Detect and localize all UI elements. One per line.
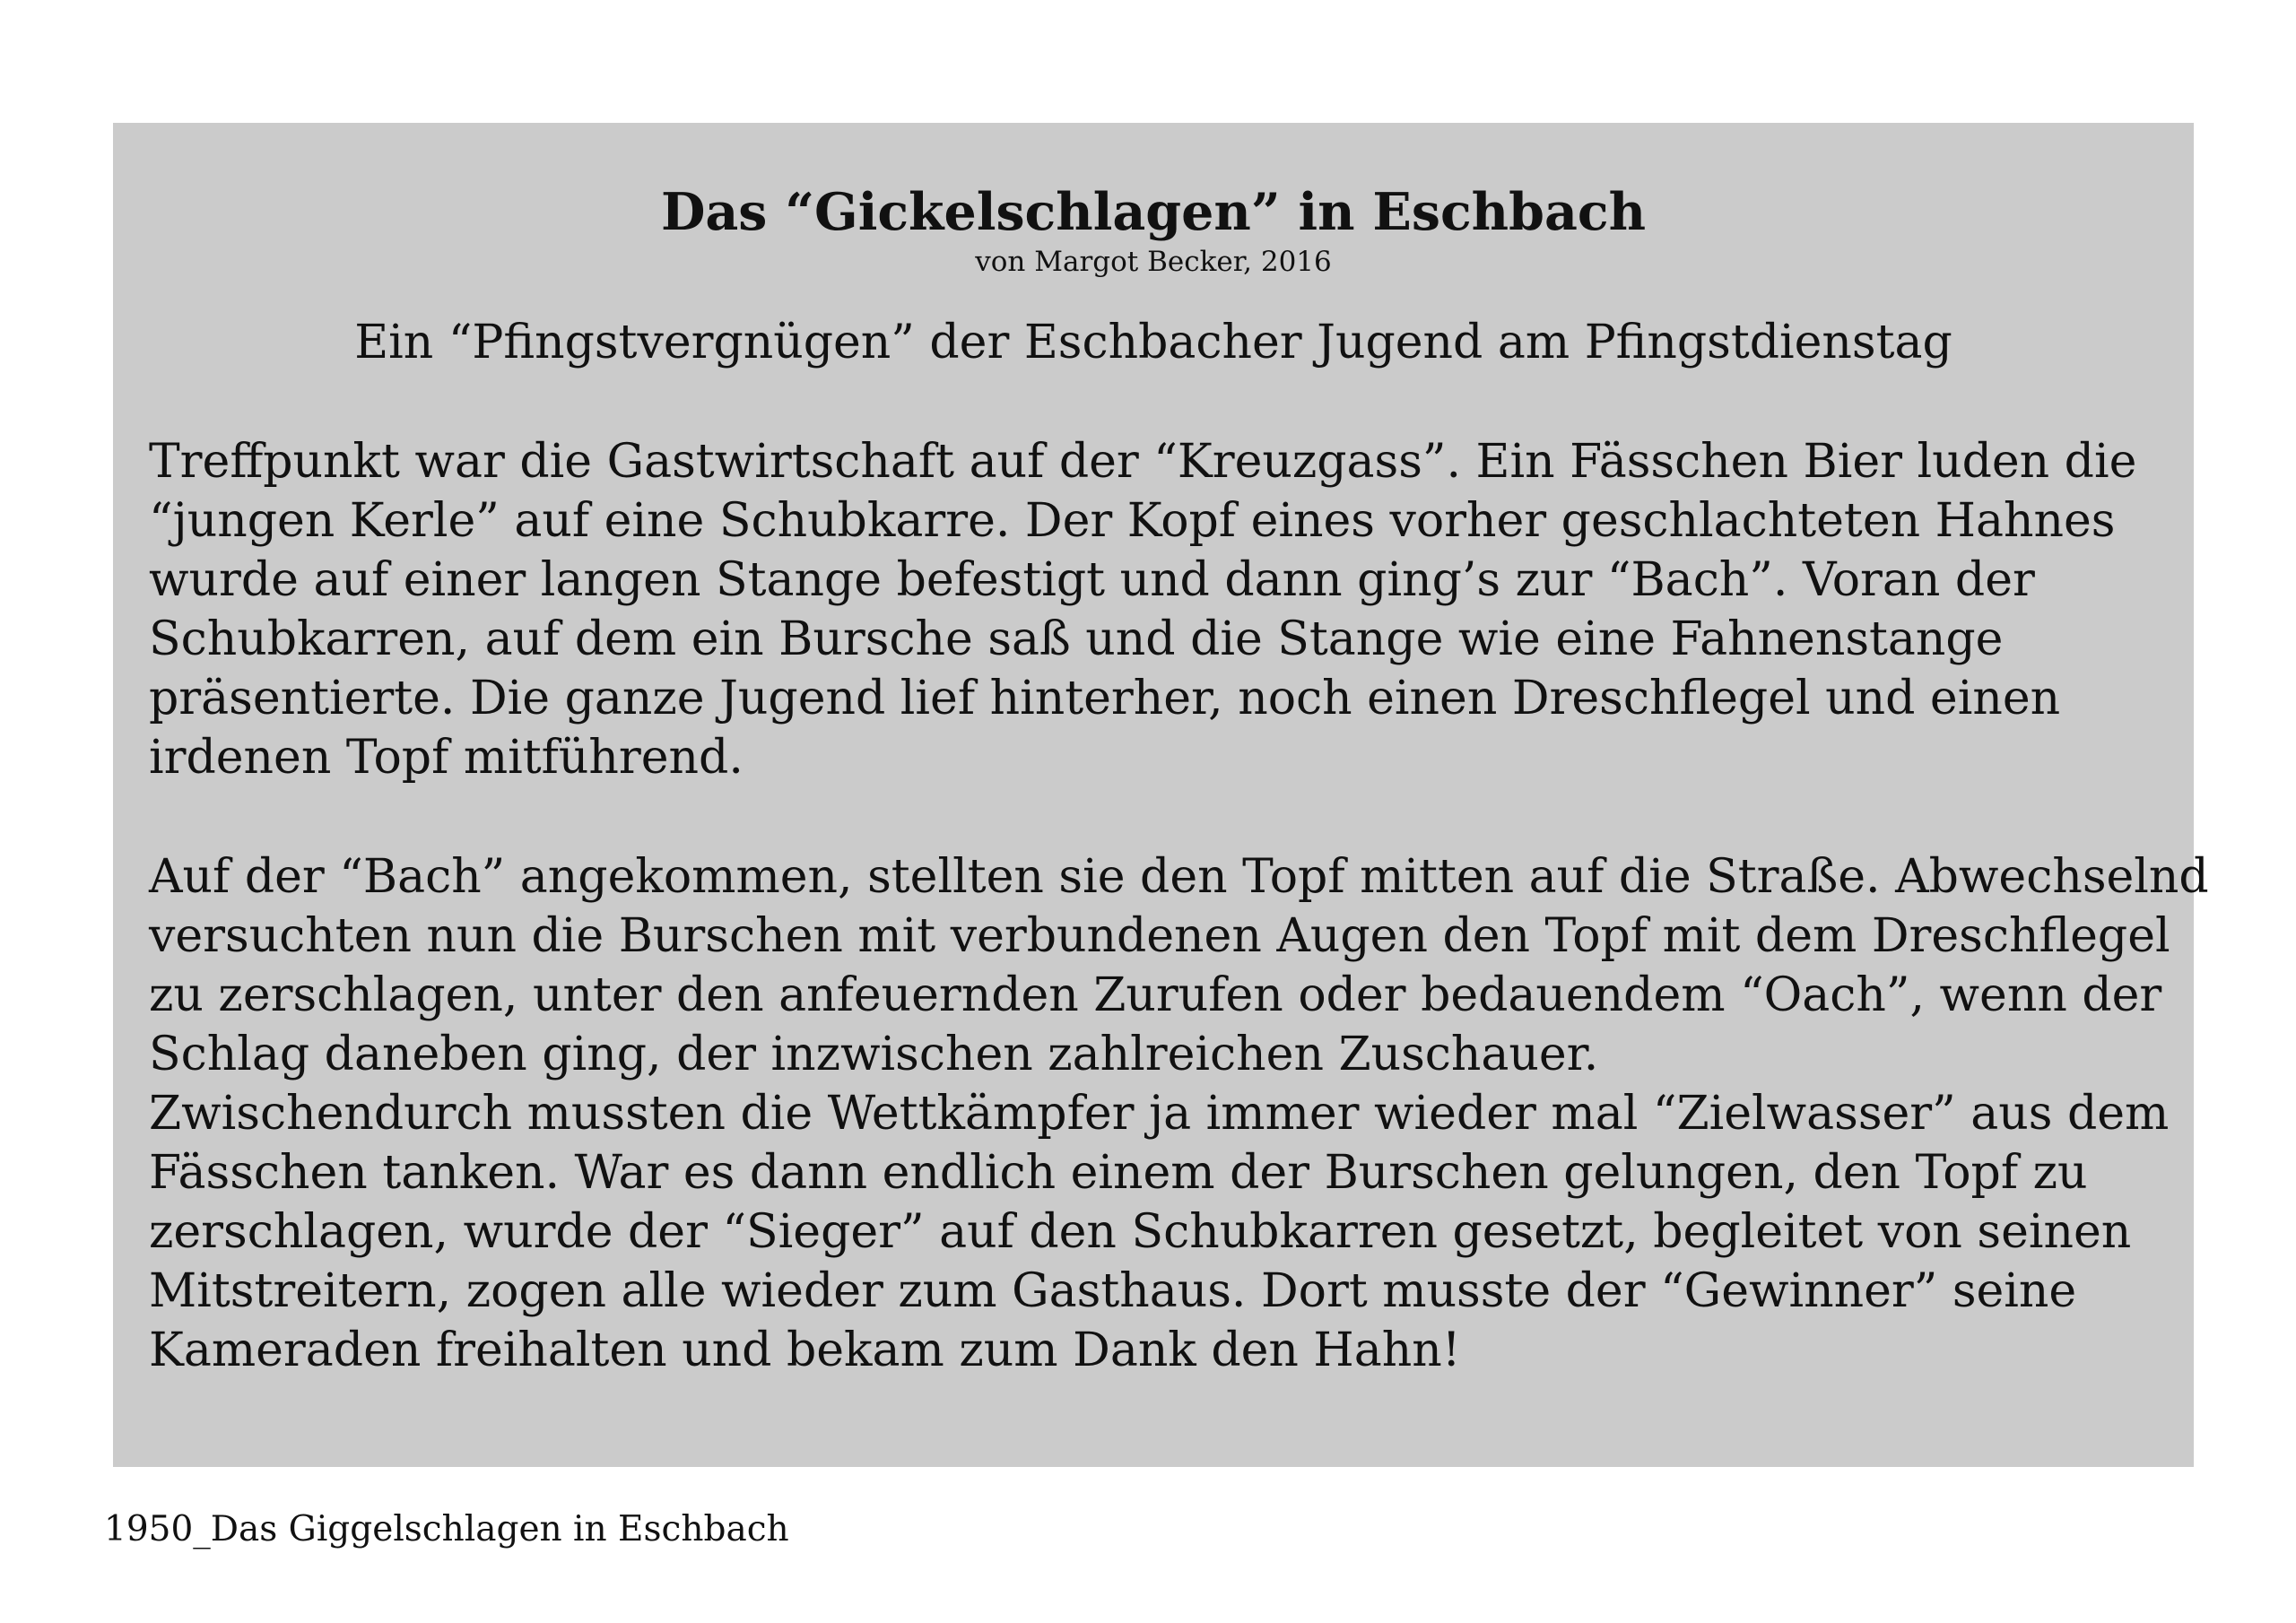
document-title: Das “Gickelschlagen” in Eschbach [660, 182, 1647, 242]
document-subtitle: Ein “Pfingstvergnügen” der Eschbacher Jugend am Pfingstdienstag [354, 316, 1952, 369]
paragraph-line: zerschlagen, wurde der “Sieger” auf den Schubkarren gesetzt, begleitet von seinen [149, 1205, 2132, 1259]
paragraph-line: Schubkarren, auf dem ein Bursche saß und die Stange wie eine Fahnenstange [149, 612, 2004, 666]
paragraph-line: wurde auf einer langen Stange befestigt und dann ging’s zur “Bach”. Voran der [149, 553, 2035, 607]
image-caption: 1950_Das Giggelschlagen in Eschbach [104, 1509, 789, 1549]
paragraph-line: versuchten nun die Burschen mit verbundenen Augen den Topf mit dem Dreschflegel [149, 909, 2170, 963]
paragraph-line: Kameraden freihalten und bekam zum Dank den Hahn! [149, 1324, 1461, 1377]
paragraph-line: “jungen Kerle” auf eine Schubkarre. Der Kopf eines vorher geschlachteten Hahnes [149, 494, 2116, 548]
paragraph-line: Fässchen tanken. War es dann endlich einem der Burschen gelungen, den Topf zu [149, 1146, 2088, 1200]
text-panel [113, 123, 2209, 1467]
paragraph-line: Schlag daneben ging, der inzwischen zahlreichen Zuschauer. [149, 1028, 1599, 1081]
paragraph-line: zu zerschlagen, unter den anfeuernden Zurufen oder bedauendem “Oach”, wenn der [149, 968, 2162, 1022]
paragraph-line: Auf der “Bach” angekommen, stellten sie den Topf mitten auf die Straße. Abwechselnd [149, 850, 2209, 904]
paragraph-2 [149, 847, 2209, 1380]
author-byline: von Margot Becker, 2016 [975, 246, 1332, 278]
paragraph-line: Treffpunkt war die Gastwirtschaft auf der “Kreuzgass”. Ein Fässchen Bier luden die [149, 435, 2137, 489]
paragraph-1 [149, 432, 2167, 787]
paragraph-line: Mitstreitern, zogen alle wieder zum Gasthaus. Dort musste der “Gewinner” seine [149, 1264, 2077, 1318]
paragraph-line: präsentierte. Die ganze Jugend lief hinterher, noch einen Dreschflegel und einen [149, 672, 2061, 725]
paragraph-line: irdenen Topf mitführend. [149, 731, 744, 785]
paragraph-line: Zwischendurch mussten die Wettkämpfer ja immer wieder mal “Zielwasser” aus dem [149, 1087, 2170, 1141]
